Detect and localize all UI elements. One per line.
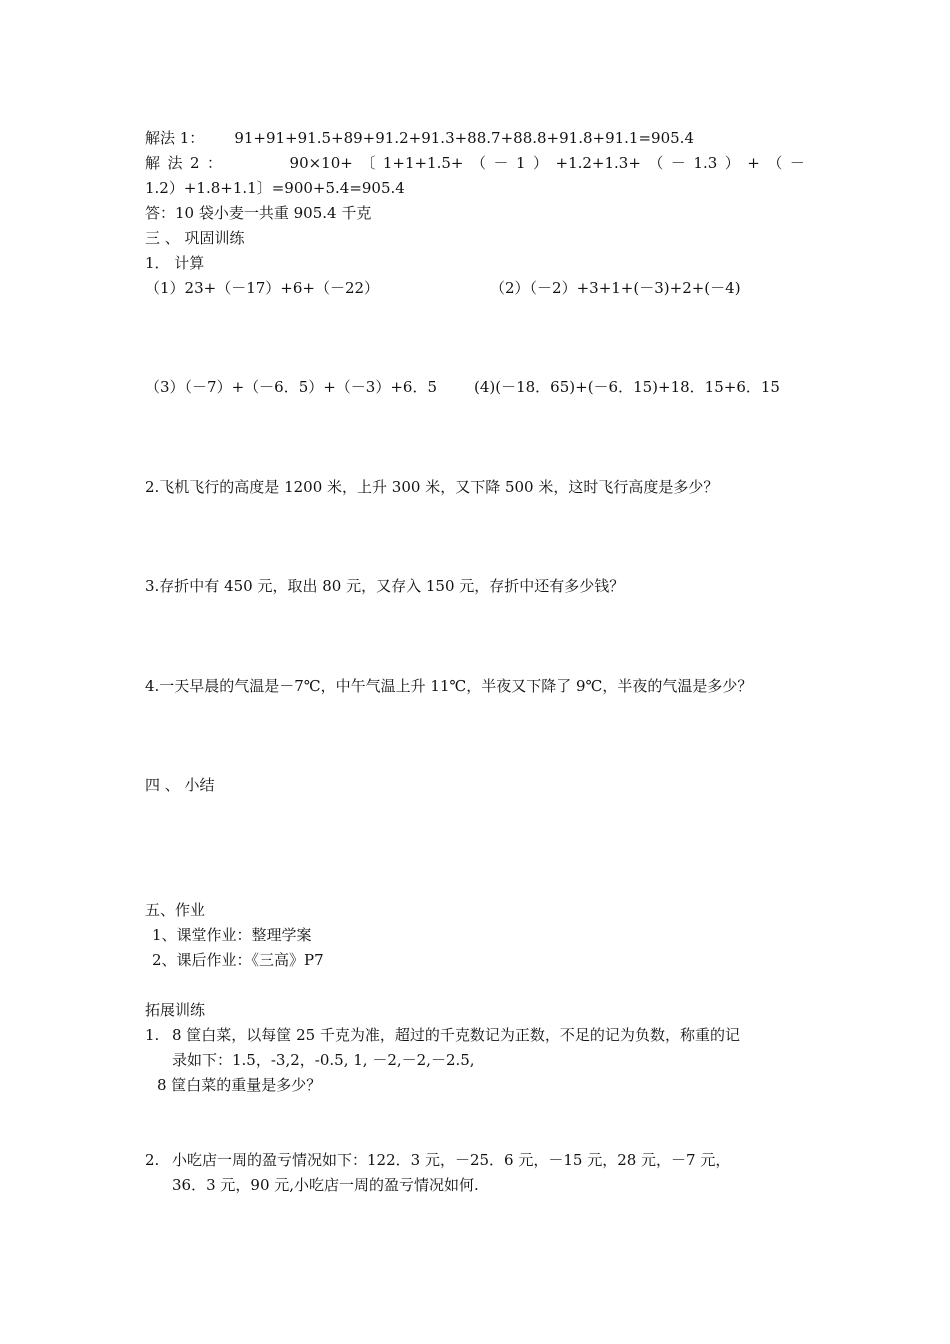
extension-problem2-line1: 小吃店一周的盈亏情况如下：122．3 元，－25．6 元，－15 元，28 元，－7 元， [172, 1151, 731, 1169]
section3-heading: 三 、 巩固训练 [145, 229, 245, 247]
method2-token: 2 [190, 154, 200, 172]
method1-expression: 91+91+91.5+89+91.2+91.3+88.7+88.8+91.8+91.1=905.4 [234, 129, 694, 147]
solution-method1 [145, 128, 694, 148]
solution-answer: 答：10 袋小麦一共重 905.4 千克 [145, 204, 372, 222]
extension-problem1-number: 1. [145, 1026, 160, 1044]
q1-part2: （2）（－2）+3+1+(－3)+2+(－4) [490, 279, 741, 297]
solution-method2-line2: 1.2）+1.8+1.1〕=900+5.4=905.4 [145, 179, 405, 197]
method2-token: （ [767, 154, 783, 172]
question-2: 2.飞机飞行的高度是 1200 米，上升 300 米，又下降 500 米，这时飞行高度是多少？ [145, 478, 719, 496]
method2-token: 1+1+1.5+ [382, 154, 464, 172]
method2-token: 解 [145, 154, 161, 172]
method2-token: （ [470, 154, 486, 172]
section5-heading: 五、作业 [145, 901, 206, 919]
method2-token: （ [648, 154, 664, 172]
solution-method2-line1 [145, 153, 805, 173]
method2-token: 法 [167, 154, 183, 172]
extension-problem2-line2: 36．3 元，90 元,小吃店一周的盈亏情况如何. [172, 1176, 479, 1194]
q1-part4: (4)(－18．65)+(－6．15)+18．15+6．15 [474, 378, 780, 396]
method2-token: 1 [515, 154, 526, 172]
method1-label: 解法 1： [145, 129, 205, 147]
method2-token: ） [724, 154, 740, 172]
method2-token: － [789, 154, 805, 172]
method2-token: ： [207, 154, 223, 172]
homework-item-1: 1、课堂作业：整理学案 [152, 926, 312, 944]
method2-token: + [747, 154, 760, 172]
q1-title: 1． 计算 [145, 254, 205, 272]
q1-part3: （3）（－7）+（－6．5）+（－3）+6．5 [145, 378, 438, 396]
homework-item-2: 2、课后作业：《三高》P7 [152, 951, 324, 969]
method2-token: 90×10+ [289, 154, 353, 172]
section4-heading: 四 、 小结 [145, 776, 215, 794]
extension-problem1-line3: 8 筐白菜的重量是多少？ [157, 1076, 322, 1094]
method2-token: ） [533, 154, 549, 172]
extension-heading: 拓展训练 [145, 1001, 206, 1019]
q1-part1: （1）23+（－17）+6+（－22） [145, 279, 380, 297]
method2-token: － [670, 154, 686, 172]
method2-token: 1.3 [693, 154, 718, 172]
extension-problem1-line2: 录如下：1.5，-3,2，-0.5, 1, －2,－2,－2.5, [172, 1051, 475, 1069]
method2-token: 〔 [360, 154, 376, 172]
extension-problem2-number: 2. [145, 1151, 160, 1169]
extension-problem1-line1: 8 筐白菜，以每筐 25 千克为准，超过的千克数记为正数，不足的记为负数，称重的记 [172, 1026, 740, 1044]
question-3: 3.存折中有 450 元，取出 80 元，又存入 150 元，存折中还有多少钱？ [145, 577, 625, 595]
question-4: 4.一天早晨的气温是－7℃，中午气温上升 11℃，半夜又下降了 9℃，半夜的气温是多少？ [145, 677, 753, 695]
method2-token: － [493, 154, 509, 172]
method2-token: +1.2+1.3+ [555, 154, 641, 172]
